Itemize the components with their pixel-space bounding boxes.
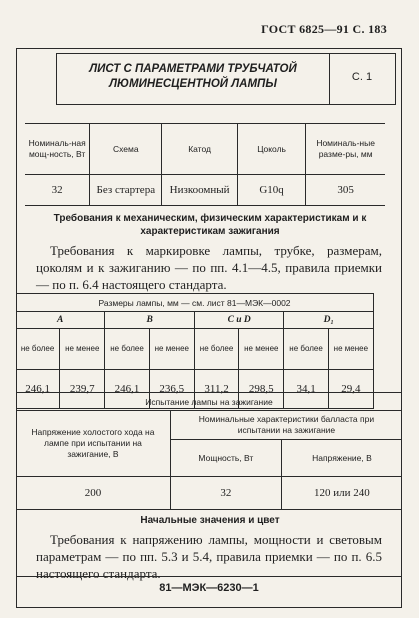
title-box: [56, 53, 396, 105]
value-ballast-power: 32: [170, 477, 281, 510]
header-scheme: Схема: [90, 124, 162, 175]
group-d1: D₁: [284, 312, 374, 329]
section-title-initial-values: Начальные значения и цвет: [140, 515, 280, 526]
group-cd: C и D: [194, 312, 284, 329]
sub-min: не менее: [328, 329, 373, 370]
sub-max: не более: [16, 329, 60, 370]
ignition-caption: Испытание лампы на зажигание: [16, 393, 402, 411]
header-power: Номиналь-ная мощ-ность, Вт: [25, 124, 90, 175]
value-scheme: Без стартера: [90, 175, 162, 206]
sub-max: не более: [105, 329, 149, 370]
sub-min: не менее: [239, 329, 284, 370]
paragraph-marking: Требования к маркировке лампы, трубке, размерам, цоколям и к зажиганию — по пп. 4.1—4.5, правила приемки — по п. 6.4 настоящего стандарта.: [36, 243, 382, 292]
value-sizes: 305: [306, 175, 385, 206]
value-open-circuit-voltage: 200: [16, 477, 170, 510]
paragraph-voltage: Требования к напряжению лампы, мощности и световым параметрам — по пп. 5.3 и 5.4, правила приемки — по п. 6.5 настоящего стандарта.: [36, 532, 382, 581]
dim-value: 239,7: [60, 370, 105, 409]
dim-value: 298,5: [239, 370, 284, 409]
dim-value: 311,2: [194, 370, 238, 409]
dim-value: 236,5: [149, 370, 194, 409]
sub-max: не более: [194, 329, 238, 370]
group-b: B: [105, 312, 195, 329]
header-ballast-voltage: Напряжение, В: [281, 440, 402, 477]
page-header: ГОСТ 6825—91 С. 183: [261, 22, 387, 36]
header-base: Цоколь: [237, 124, 305, 175]
header-ballast-group: Номинальные характеристики балласта при испытании на зажигание: [170, 411, 402, 440]
header-cathode: Катод: [162, 124, 238, 175]
value-base: G10q: [237, 175, 305, 206]
dim-value: 246,1: [16, 370, 60, 409]
footer-divider: [16, 576, 402, 577]
sub-min: не менее: [60, 329, 105, 370]
header-ballast-power: Мощность, Вт: [170, 440, 281, 477]
sub-max: не более: [284, 329, 328, 370]
sheet-code: 81—МЭК—6230—1: [159, 582, 259, 594]
dim-value: 29,4: [328, 370, 373, 409]
dimensions-caption: Размеры лампы, мм — см. лист 81—МЭК—0002: [16, 294, 374, 312]
value-cathode: Низкоомный: [162, 175, 238, 206]
group-a: A: [16, 312, 105, 329]
header-sizes: Номиналь-ные разме-ры, мм: [306, 124, 385, 175]
lamp-params-table: [25, 123, 385, 206]
sub-min: не менее: [149, 329, 194, 370]
header-open-circuit-voltage: Напряжение холостого хода на лампе при испытании на зажигание, В: [16, 411, 170, 477]
ignition-test-table: [16, 392, 402, 510]
section-title-mechanical: Требования к механическим, физическим характеристикам и к характеристикам зажигания: [53, 213, 367, 237]
dim-value: 34,1: [284, 370, 328, 409]
dim-value: 246,1: [105, 370, 149, 409]
value-ballast-voltage: 120 или 240: [281, 477, 402, 510]
value-power: 32: [25, 175, 90, 206]
sheet-page: С. 1: [351, 71, 373, 83]
sheet-title: ЛИСТ С ПАРАМЕТРАМИ ТРУБЧАТОЙ ЛЮМИНЕСЦЕНТНОЙ ЛАМПЫ: [89, 63, 297, 90]
